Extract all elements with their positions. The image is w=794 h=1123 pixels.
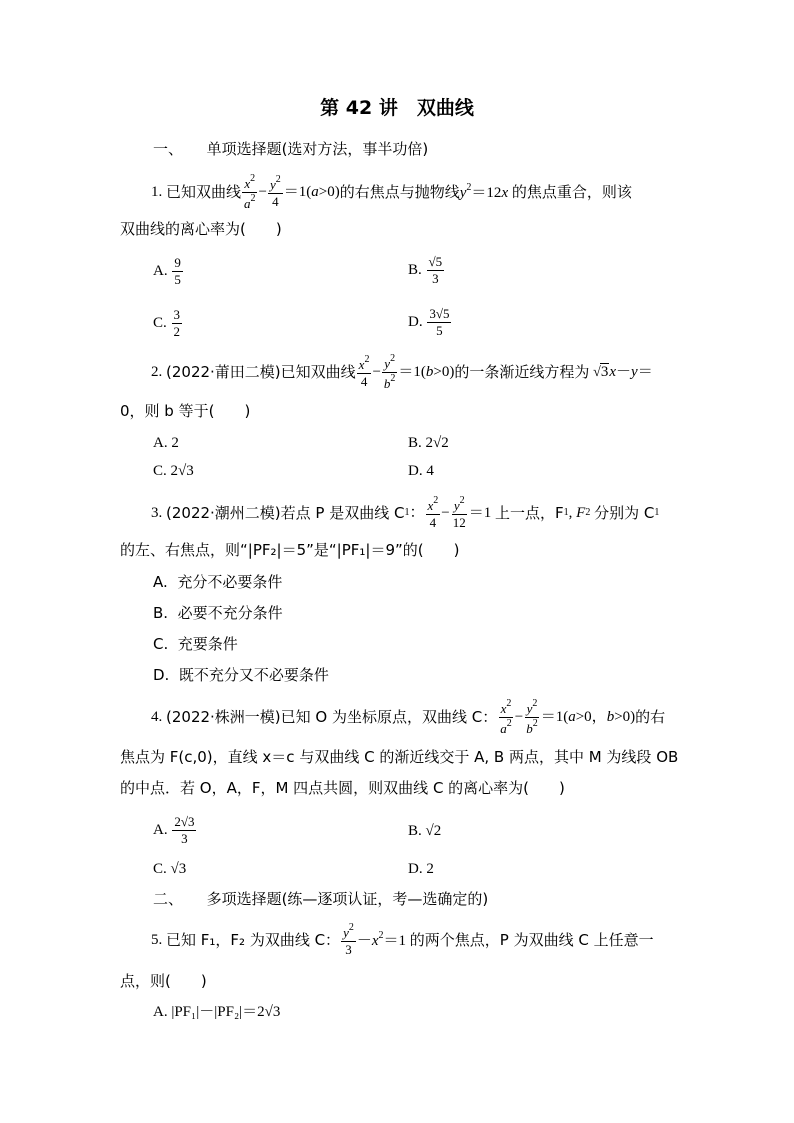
option-a[interactable]: A. 2 xyxy=(153,435,179,451)
question-text: 已知 O 为坐标原点，双曲线 C： xyxy=(280,707,498,726)
question-text: 分别为 C xyxy=(594,503,655,522)
question-number: 1. xyxy=(151,183,163,200)
question-5-line-1: 5. 已知 F₁，F₂ 为双曲线 C： $\frac{y^2}{3}$ $-x^2=1$ 的两个焦点，P 为双曲线 C 上任意一 xyxy=(151,922,654,957)
question-4-line-1: 4. (2022·株洲一模) 已知 O 为坐标原点，双曲线 C： $\frac{x^2}{a^2}$ − $\frac{y^2}{b^2}$ ＝1(a>0，b>0) 的右 xyxy=(151,697,666,736)
section-heading-2 xyxy=(153,892,488,907)
question-number: 3. xyxy=(151,504,163,521)
section-title: 多项选择题(练—逐项认证，考—选确定的) xyxy=(206,890,489,908)
option-a[interactable]: A. $\frac{2√3}{3}$ xyxy=(153,813,195,846)
fraction-y2-3: $\frac{y^2}{3}$ xyxy=(343,922,354,957)
question-text: 上一点，F xyxy=(495,503,564,522)
fraction-x2-4: $\frac{x^2}{4}$ xyxy=(427,495,439,530)
fraction-y2-4: $\frac{y^2}{4}$ xyxy=(269,174,281,209)
question-4-line-2: 焦点为 F(c,0)，直线 x＝c 与双曲线 C 的渐近线交于 A, B 两点，其中 M 为线段 OB xyxy=(120,748,679,766)
asymptote-equation: √3x－y＝ xyxy=(593,363,653,380)
question-2-line-2: 0，则 b 等于( ) xyxy=(120,402,251,420)
question-source: (2022·莆田二模) xyxy=(166,362,281,381)
option-d[interactable]: D. $\frac{3√5}{5}$ xyxy=(408,305,450,338)
question-4-line-3: 的中点．若 O，A，F，M 四点共圆，则双曲线 C 的离心率为( ) xyxy=(120,779,565,797)
fraction-value: $\frac{3}{2}$ xyxy=(173,306,181,339)
question-1-line-2: 双曲线的离心率为( ) xyxy=(120,220,282,238)
question-text: 的一条渐近线方程为 xyxy=(454,362,590,381)
option-a[interactable]: A. $\frac{9}{5}$ xyxy=(153,254,181,287)
question-text: 已知 F₁，F₂ 为双曲线 C： xyxy=(166,930,341,949)
question-source: (2022·潮州二模) xyxy=(166,503,281,522)
section-heading-1 xyxy=(153,142,428,157)
option-c[interactable]: C. √3 xyxy=(153,861,187,877)
question-text: 若点 P 是双曲线 C xyxy=(280,503,405,522)
fraction-x2-a2: $\frac{x^2}{a^2}$ xyxy=(500,697,512,736)
question-source: (2022·株洲一模) xyxy=(166,707,281,726)
fraction-y2-b2: $\frac{y^2}{b^2}$ xyxy=(526,697,538,736)
fraction-value: $\frac{9}{5}$ xyxy=(174,254,181,287)
option-b[interactable]: B. 2√2 xyxy=(408,435,449,451)
question-number: 5. xyxy=(151,931,163,948)
fraction-x2-4: $\frac{x^2}{4}$ xyxy=(358,354,370,389)
question-number: 2. xyxy=(151,363,163,380)
option-b[interactable]: B. 必要不充分条件 xyxy=(153,604,283,622)
option-a[interactable]: A. 充分不必要条件 xyxy=(153,573,283,591)
fraction-value: $\frac{2√3}{3}$ xyxy=(174,813,195,846)
option-c[interactable]: C. $\frac{3}{2}$ xyxy=(153,306,181,339)
option-d[interactable]: D. 2 xyxy=(408,861,434,877)
question-3-line-2: 的左、右焦点，则“|PF₂|＝5”是“|PF₁|＝9”的( ) xyxy=(120,541,460,559)
fraction-y2-12: $\frac{y^2}{12}$ xyxy=(452,495,466,530)
question-number: 4. xyxy=(151,708,163,725)
question-2-line-1: 2. (2022·莆田二模) 已知双曲线 $\frac{x^2}{4}$ − $\frac{y^2}{b^2}$ ＝1(b>0) 的一条渐近线方程为 √3x－y＝ xyxy=(151,352,653,391)
section-number: 一、 xyxy=(153,140,184,158)
fraction-value: $\frac{3√5}{5}$ xyxy=(429,305,450,338)
question-text: 的右焦点与抛物线 xyxy=(339,182,460,201)
option-c[interactable]: C. 2√3 xyxy=(153,463,194,479)
fraction-y2-b2: $\frac{y^2}{b^2}$ xyxy=(383,352,396,391)
option-c[interactable]: C. 充要条件 xyxy=(153,635,238,653)
question-3-line-1: 3. (2022·潮州二模) 若点 P 是双曲线 C 1 ： $\frac{x^2}{4}$ − $\frac{y^2}{12}$ ＝1 上一点，F 1 , F 2 分别为 C 1 xyxy=(151,495,660,530)
option-b[interactable]: B. $\frac{√5}{3}$ xyxy=(408,253,443,286)
question-text: 的焦点重合，则该 xyxy=(511,182,632,201)
option-b[interactable]: B. √2 xyxy=(408,823,442,839)
question-5-line-2: 点，则( ) xyxy=(120,972,207,990)
question-1-line-1: 1. 已知双曲线 $\frac{x^2}{a^2}$ − $\frac{y^2}{4}$ ＝1(a>0) 的右焦点与抛物线 $y^2=12x$ 的焦点重合，则该 xyxy=(151,172,632,211)
page-title: 第 42 讲 双曲线 xyxy=(320,97,474,119)
question-text: 的两个焦点，P 为双曲线 C 上任意一 xyxy=(409,930,654,949)
question-text: 的右 xyxy=(635,707,666,726)
section-number: 二、 xyxy=(153,890,184,908)
option-d[interactable]: D. 4 xyxy=(408,463,434,479)
fraction-x2-a2: $\frac{x^2}{a^2}$ xyxy=(244,172,256,211)
question-text: 已知双曲线 xyxy=(280,362,356,381)
option-a[interactable]: A. |PF₁|－|PF₂|＝2√3 xyxy=(153,1004,281,1020)
fraction-value: $\frac{√5}{3}$ xyxy=(428,253,443,286)
option-d[interactable]: D. 既不充分又不必要条件 xyxy=(153,666,329,684)
question-text: 已知双曲线 xyxy=(166,182,242,201)
section-title: 单项选择题(选对方法，事半功倍) xyxy=(206,140,429,158)
